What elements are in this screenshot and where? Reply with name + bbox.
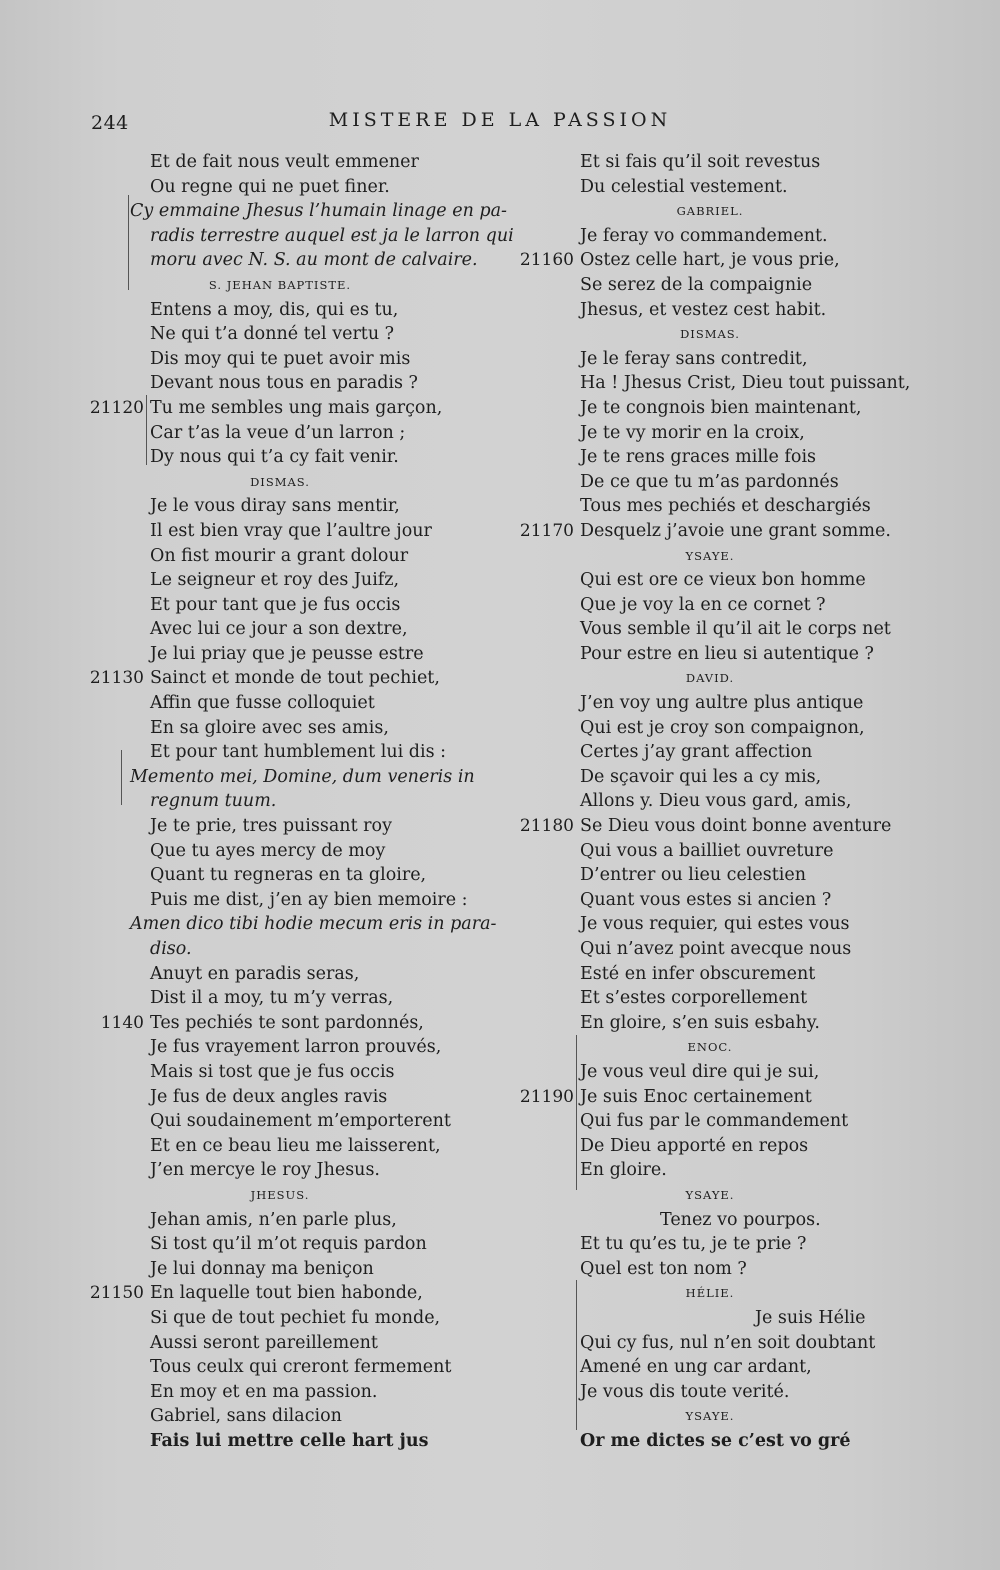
line-text: Je vous dis toute verité. [580,1381,790,1402]
verse-line [150,1134,530,1159]
line-text: Que tu ayes mercy de moy [150,840,386,861]
margin-mark [576,1280,577,1430]
line-text: Je fus vrayement larron prouvés, [150,1037,442,1058]
line-text: Tous mes pechiés et deschargiés [580,496,871,517]
line-text: regnum tuum. [150,791,277,812]
verse-line [150,1109,530,1134]
right-verse-column [519,150,911,1453]
line-number: 21160 [519,250,574,271]
line-text: Tu me sembles ung mais garçon, [150,397,443,418]
verse-line [150,150,530,175]
running-title: MISTERE DE LA PASSION [328,109,672,131]
line-text: D’entrer ou lieu celestien [580,865,807,886]
speaker-name [150,1183,410,1208]
verse-line [580,1232,910,1257]
line-text: Tes pechiés te sont pardonnés, [150,1012,424,1033]
speaker-name [150,273,410,298]
line-text: Puis me dist, j’en ay bien memoire : [150,889,468,910]
line-text: En gloire, s’en suis esbahy. [580,1012,820,1033]
line-text: diso. [150,939,192,959]
verse-line [580,1208,910,1233]
line-text: Et en ce beau lieu me laisserent, [150,1135,441,1156]
line-text: Et tu qu’es tu, je te prie ? [580,1234,807,1255]
line-text: Et pour tant humblement lui dis : [150,742,447,763]
verse-line [580,888,910,913]
verse-line [150,1257,530,1282]
line-text: Le seigneur et roy des Juifz, [150,570,400,591]
line-text: Mais si tost que je fus occis [150,1061,395,1082]
line-text: Je lui donnay ma beniçon [150,1258,374,1279]
verse-line [580,716,910,741]
verse-line [150,1404,530,1429]
line-text: Ostez celle hart, je vous prie, [580,250,840,271]
line-text: Entens a moy, dis, qui es tu, [150,299,399,320]
line-text: Je te prie, tres puissant roy [150,816,392,837]
verse-line [150,716,530,741]
verse-line [580,1011,910,1036]
line-text: DAVID. [685,671,735,686]
margin-mark [128,195,129,290]
verse-line [150,544,530,569]
verse-line [150,175,530,200]
line-text: Se serez de la compaignie [580,274,813,295]
line-text: De sçavoir qui les a cy mis, [580,766,822,787]
line-text: Jehan amis, n’en parle plus, [150,1209,397,1230]
verse-line [580,371,910,396]
line-text: Allons y. Dieu vous gard, amis, [580,791,852,812]
line-text: On fist mourir a grant dolour [150,545,409,566]
line-text: Gabriel, sans dilacion [150,1406,342,1427]
line-text: Qui fus par le commandement [580,1111,849,1132]
stage-direction-line [130,912,510,937]
line-text: Pour estre en lieu si autentique ? [580,643,874,664]
line-text: En sa gloire avec ses amis, [150,717,389,738]
line-text: En gloire. [580,1160,667,1181]
line-text: Et si fais qu’il soit revestus [580,152,821,172]
verse-line [150,1232,530,1257]
line-text: Ou regne qui ne puet finer. [150,176,390,197]
verse-line [150,839,530,864]
line-text: S. JEHAN BAPTISTE. [208,277,352,292]
margin-mark [121,750,122,805]
verse-line [150,322,530,347]
verse-line [580,617,910,642]
verse-line [580,1331,910,1356]
line-number: 21180 [519,816,574,837]
line-text: Jhesus, et vestez cest habit. [580,299,827,320]
line-text: Amené en ung car ardant, [580,1357,812,1378]
line-text: moru avec N. S. au mont de calvaire. [150,250,478,271]
line-text: Il est bien vray que l’aultre jour [150,520,432,541]
verse-line [580,1134,910,1159]
line-text: DISMAS. [680,327,740,342]
verse-line [580,839,910,864]
verse-line [580,1306,910,1331]
line-text: Aussi seront pareillement [150,1332,378,1353]
line-text: Qui est ore ce vieux bon homme [580,570,866,591]
line-text: Je le feray sans contredit, [580,348,808,369]
line-text: radis terrestre auquel est ja le larron qui [150,225,514,246]
verse-line [580,1380,910,1405]
stage-direction-line [130,765,510,790]
verse-line [150,1035,530,1060]
line-text: Avec lui ce jour a son dextre, [150,619,408,640]
verse-line [150,1085,530,1110]
line-text: ENOC. [687,1040,733,1055]
speaker-name [580,544,840,569]
verse-line [150,593,530,618]
verse-line [150,371,530,396]
line-number: 21120 [89,397,144,418]
speaker-name [580,1281,840,1306]
verse-line [100,1011,530,1036]
line-text: Ne qui t’a donné tel vertu ? [150,324,395,345]
verse-line [150,642,530,667]
line-text: Cy emmaine Jhesus l’humain linage en pa- [130,201,507,222]
line-text: Je suis Enoc certainement [580,1086,812,1107]
verse-line [580,765,910,790]
stage-direction-line [130,199,510,224]
line-text: Je feray vo commandement. [580,225,828,246]
line-number: 1140 [100,1012,144,1033]
verse-line [89,1281,530,1306]
verse-line [89,666,530,691]
verse-line [150,1208,530,1233]
line-text: JHESUS. [250,1187,310,1202]
speaker-name [150,470,410,495]
line-text: Si tost qu’il m’ot requis pardon [150,1234,427,1255]
verse-line [580,1060,910,1085]
verse-line [150,1355,530,1380]
line-text: Quel est ton nom ? [580,1258,747,1279]
verse-line [580,912,910,937]
verse-line [89,396,530,421]
verse-line [580,470,910,495]
left-verse-column [89,150,530,1453]
line-text: Je te congnois bien maintenant, [580,397,862,418]
line-text: Du celestial vestement. [580,176,788,197]
verse-line [150,1380,530,1405]
line-text: Je le vous diray sans mentir, [150,496,400,517]
line-text: De ce que tu m’as pardonnés [580,471,839,492]
verse-line [150,1306,530,1331]
line-text: Je te rens graces mille fois [580,447,817,468]
line-text: Dist il a moy, tu m’y verras, [150,988,394,1009]
verse-line [580,863,910,888]
line-text: Je lui priay que je peusse estre [150,643,424,664]
line-text: Esté en infer obscurement [580,963,816,984]
line-text: Et de fait nous veult emmener [150,152,419,172]
line-text: Qui soudainement m’emporterent [150,1111,451,1132]
stage-direction-line [150,248,530,273]
speaker-name [580,1035,840,1060]
verse-line [150,568,530,593]
verse-line [580,421,910,446]
margin-mark [576,1035,577,1190]
line-text: YSAYE. [685,1187,735,1202]
line-text: Vous semble il qu’il ait le corps net [580,619,891,640]
verse-line [519,519,910,544]
verse-line [150,1060,530,1085]
line-text: Je vous veul dire qui je sui, [580,1061,820,1082]
line-text: Anuyt en paradis seras, [150,963,360,984]
verse-line [580,273,910,298]
stage-direction-line [150,224,530,249]
line-text: Affin que fusse colloquiet [150,693,375,714]
verse-line [150,740,530,765]
verse-line [580,175,910,200]
verse-line [580,691,910,716]
line-text: Je suis Hélie [755,1307,866,1328]
verse-line [580,1355,910,1380]
line-text: Devant nous tous en paradis ? [150,373,418,394]
verse-line [580,298,910,323]
speaker-name [580,666,840,691]
line-text: HÉLIE. [685,1286,735,1301]
line-number: 21150 [89,1283,144,1304]
verse-line [150,1331,530,1356]
verse-line [580,986,910,1011]
verse-line [580,789,910,814]
line-text: En laquelle tout bien habonde, [150,1283,423,1304]
verse-line [580,494,910,519]
line-text: Qui vous a bailliet ouvreture [580,840,834,861]
line-text: Si que de tout pechiet fu monde, [150,1307,441,1328]
line-text: DISMAS. [250,474,310,489]
line-text: Certes j’ay grant affection [580,742,813,763]
line-text: Qui cy fus, nul n’en soit doubtant [580,1332,876,1353]
verse-line [150,1158,530,1183]
stage-direction-line [150,789,530,814]
verse-line [150,445,530,470]
line-text: Et s’estes corporellement [580,988,808,1009]
line-text: Or me dictes se c’est vo gré [580,1430,851,1451]
verse-line [150,347,530,372]
verse-line [580,445,910,470]
line-number: 21130 [89,668,144,689]
line-text: Qui n’avez point avecque nous [580,939,852,959]
verse-line [150,519,530,544]
line-text: Se Dieu vous doint bonne aventure [580,816,892,837]
speaker-name [580,1404,840,1429]
line-text: Que je voy la en ce cornet ? [580,594,826,615]
verse-line [580,740,910,765]
line-number: 21170 [519,520,574,541]
verse-line [580,568,910,593]
page-number: 244 [91,112,129,134]
verse-line [150,494,530,519]
verse-line [580,962,910,987]
verse-line [580,1109,910,1134]
line-text: YSAYE. [685,548,735,563]
verse-line [580,1158,910,1183]
line-text: Dis moy qui te puet avoir mis [150,348,411,369]
line-text: Quant vous estes si ancien ? [580,889,832,910]
line-text: GABRIEL. [676,204,744,219]
verse-line [150,888,530,913]
verse-line [580,593,910,618]
verse-line [150,617,530,642]
line-text: Dy nous qui t’a cy fait venir. [150,447,399,468]
verse-line [519,248,910,273]
verse-line [150,962,530,987]
speaker-name [580,1183,840,1208]
line-text: Car t’as la veue d’un larron ; [150,422,406,443]
verse-line [580,1429,910,1454]
line-text: En moy et en ma passion. [150,1381,378,1402]
line-text: J’en mercye le roy Jhesus. [150,1160,380,1181]
verse-line [580,347,910,372]
verse-line [519,1085,910,1110]
verse-line [580,396,910,421]
verse-line [580,1257,910,1282]
line-text: YSAYE. [685,1409,735,1424]
line-text: Ha ! Jhesus Crist, Dieu tout puissant, [580,373,911,394]
line-text: Qui est je croy son compaignon, [580,717,865,738]
verse-line [580,224,910,249]
line-text: Je te vy morir en la croix, [580,422,805,443]
verse-line [580,150,910,175]
stage-direction-line [150,937,530,962]
line-number: 21190 [519,1086,574,1107]
line-text: Tenez vo pourpos. [660,1209,821,1230]
line-text: Et pour tant que je fus occis [150,594,401,615]
speaker-name [580,322,840,347]
verse-line [519,814,910,839]
verse-line [150,421,530,446]
verse-line [150,863,530,888]
verse-line [150,298,530,323]
line-text: Sainct et monde de tout pechiet, [150,668,440,689]
verse-line [150,691,530,716]
verse-line [150,1429,530,1454]
line-text: Desquelz j’avoie une grant somme. [580,520,891,541]
line-text: Je fus de deux angles ravis [150,1086,388,1107]
line-text: Je vous requier, qui estes vous [580,914,850,935]
line-text: Tous ceulx qui creront fermement [150,1357,452,1378]
line-text: De Dieu apporté en repos [580,1135,809,1156]
margin-mark [146,395,147,465]
verse-line [580,642,910,667]
line-text: Fais lui mettre celle hart jus [150,1430,429,1451]
verse-line [150,986,530,1011]
line-text: J’en voy ung aultre plus antique [580,693,864,714]
line-text: Amen dico tibi hodie mecum eris in para- [130,914,497,935]
line-text: Quant tu regneras en ta gloire, [150,865,427,886]
line-text: Memento mei, Domine, dum veneris in [130,766,475,787]
verse-line [150,814,530,839]
speaker-name [580,199,840,224]
verse-line [580,937,910,962]
